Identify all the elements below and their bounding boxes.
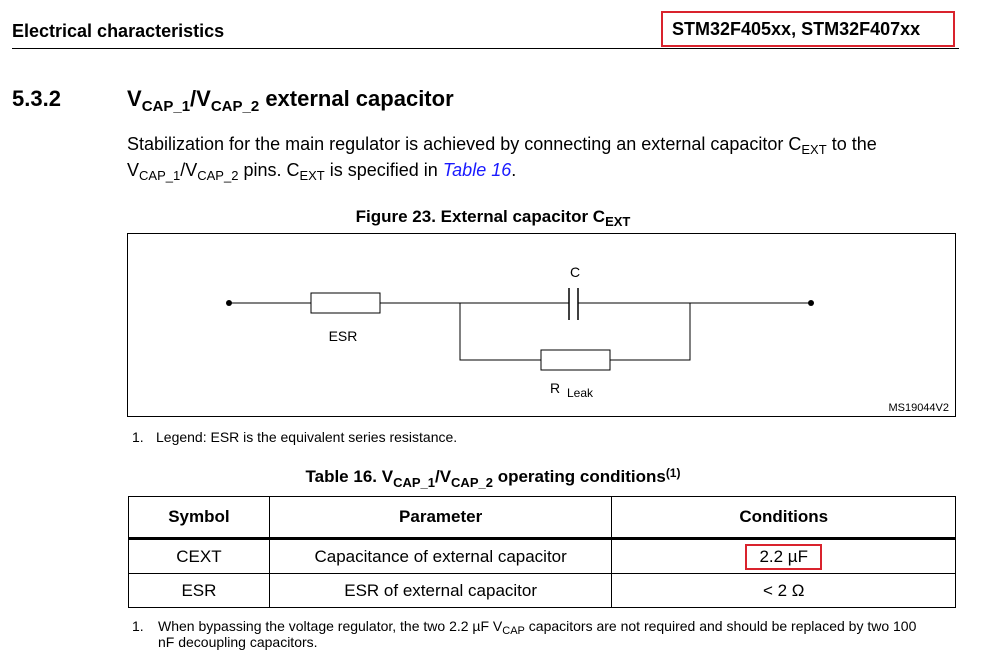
table-header-row — [129, 497, 956, 539]
cell-parameter: ESR of external capacitor — [269, 574, 612, 608]
label-c: C — [569, 264, 581, 280]
cell-conditions — [612, 539, 956, 574]
cell-parameter: Capacitance of external capacitor — [269, 539, 612, 574]
cell-conditions: < 2 Ω — [612, 574, 956, 608]
highlighted-value: 2.2 µF — [745, 544, 822, 570]
circuit-diagram — [128, 234, 957, 418]
intro-paragraph: Stabilization for the main regulator is achieved by connecting an external capacitor $C_{EXT}$ to the $V_{CAP\_1}/V_{CAP\_2}$ pins. $C_{EXT}$ is specified in Table 16. — [127, 134, 877, 183]
table-16-link[interactable]: Table 16 — [442, 160, 512, 180]
terminal-left — [226, 300, 232, 306]
figure-code: MS19044V2 — [888, 402, 949, 414]
esr-resistor — [311, 293, 380, 313]
header-parameter: Parameter — [269, 497, 612, 539]
label-esr: ESR — [328, 328, 358, 344]
cell-symbol: ESR — [129, 574, 270, 608]
terminal-right — [808, 300, 814, 306]
label-leak: Leak — [567, 386, 594, 400]
section-number: 5.3.2 — [12, 86, 61, 111]
table-row — [129, 539, 956, 574]
section-title: $V_{CAP\_1}/V_{CAP\_2}$ external capacitor — [127, 86, 454, 115]
header-conditions: Conditions — [612, 497, 956, 539]
operating-conditions-table — [128, 496, 956, 608]
circuit-figure — [127, 233, 956, 417]
figure-caption: Figure 23. External capacitor $C_{EXT}$ — [355, 207, 631, 229]
table-row — [129, 574, 956, 608]
leak-wire-right — [610, 303, 690, 360]
leak-wire-left — [460, 303, 541, 360]
leak-resistor — [541, 350, 610, 370]
label-r: R — [550, 380, 561, 396]
table-footnote: 1. When bypassing the voltage regulator, the two 2.2 µF $V_{CAP}$ capacitors are not required and should be replaced by two 100 nF decoupling capacitors. — [132, 618, 917, 650]
cell-symbol: CEXT — [129, 539, 270, 574]
header-symbol: Symbol — [129, 497, 270, 539]
part-number-text: STM32F405xx, STM32F407xx — [672, 18, 921, 39]
figure-legend: 1. Legend: ESR is the equivalent series resistance. — [132, 429, 458, 445]
part-number-header — [661, 11, 955, 47]
table-caption: Table 16. $V_{CAP\_1}/V_{CAP\_2}$ operating conditions$^{(1)}$ — [305, 466, 681, 490]
running-header-title: Electrical characteristics — [12, 21, 225, 41]
header-divider — [12, 48, 959, 49]
